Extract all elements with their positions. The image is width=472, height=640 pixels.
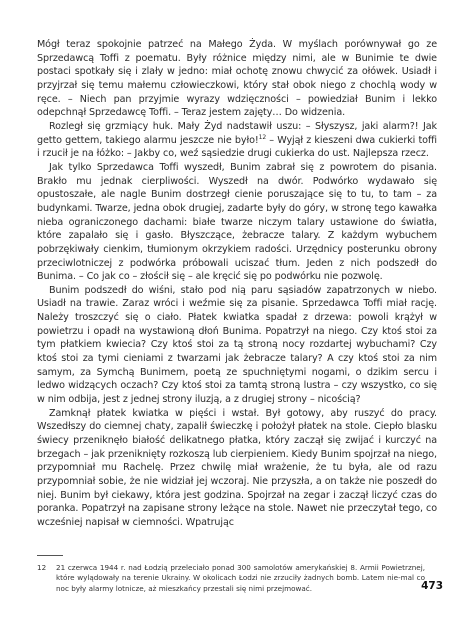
paragraph-text: Rozległ się grzmiący huk. Mały Żyd nadstawił uszu: – Słyszysz, jaki alarm?! Jak getto gettem, takiego alarmu jeszcze nie było! xyxy=(37,120,437,146)
page-number: 473 xyxy=(421,580,443,592)
body-text xyxy=(37,38,437,530)
paragraph: Bunim podszedł do wiśni, stało pod nią paru sąsiadów zapatrzonych w niebo. Usiadł na trawie. Zaraz wróci i weźmie się za pisanie. Sprzedawca Toffi miał rację. Należy troszczyć się o ciało. Płatek kwiatka spadał z drzewa: powoli krążył w powietrzu i opadł na wystawioną dłoń Bunima. Popatrzył na niego. Czy ktoś stoi za tym płatkiem kwiecia? Czy ktoś stoi za tą stroną nocy rozdartej wybuchami? Czy ktoś stoi za tymi cieniami z twarzami jak żebracze talary? A czy ktoś stoi za nim samym, za Symchą Bunimem, poetą ze spuchniętymi nogami, o dzikim sercu i ledwo widzących oczach? Czy ktoś stoi za tamtą stroną lustra – czy wszystko, co się w nim odbija, jest z jednej strony iluzją, a z drugiej strony – nicością? xyxy=(37,284,437,406)
footnote xyxy=(37,563,425,594)
paragraph: Jak tylko Sprzedawca Toffi wyszedł, Bunim zabrał się z powrotem do pisania. Brakło mu jednak cierpliwości. Wyszedł na dwór. Podwórko wydawało się opustoszałe, ale nagle Bunim dostrzegł cienie poruszające się to tu, to tam – za budynkami. Twarze, jedna obok drugiej, zadarte były do góry, w stronę tego kawałka nieba ograniczonego dachami: białe twarze niczym talary ustawione do światła, które zapalało się i gasło. Błyszczące, żebracze talary. Z każdym wybuchem pobrzękiwały cienkim, tłumionym okrzykiem radości. Urzędnicy posterunku obrony przeciwlotniczej z podwórka próbowali uciszać tłum. Jeden z nich podszedł do Bunima. – Co jak co – złościł się – ale kręcić się po podwórku nie pozwolę. xyxy=(37,161,437,283)
footnote-text: 21 czerwca 1944 r. nad Łodzią przeleciało ponad 300 samolotów amerykańskiej 8. Armii Powietrznej, które wylądowały na terenie Ukrainy. W okolicach Łodzi nie zrzuciły żadnych bomb. Latem nie-mal co noc były alarmy lotnicze, aż mieszkańcy przestali się nimi przejmować. xyxy=(56,563,425,593)
footnote-divider xyxy=(37,555,63,556)
footnote-reference[interactable]: 12 xyxy=(258,133,267,141)
paragraph xyxy=(37,120,437,161)
footnote-number: 12 xyxy=(37,563,47,572)
paragraph: Zamknął płatek kwiatka w pięści i wstał. Był gotowy, aby ruszyć do pracy. Wszedłszy do ciemnej chaty, zapalił świeczkę i położył płatek na stole. Ciepło blasku świecy przeniknęło białość delikatnego płatka, który zaczął się zwijać i kurczyć na brzegach – jak przeniknięty rozkoszą lub cierpieniem. Kiedy Bunim spojrzał na niego, przypomniał mu Rachelę. Przez chwilę miał wrażenie, że tu była, ale od razu przypomniał sobie, że nie widział jej wczoraj. Nie przyszła, a on także nie poszedł do niej. Bunim był ciekawy, która jest godzina. Spojrzał na zegar i zaczął liczyć czas do poranka. Popatrzył na zapisane strony leżące na stole. Nawet nie przeczytał tego, co wcześniej napisał w ciemności. Wpatrując xyxy=(37,407,437,528)
paragraph: Mógł teraz spokojnie patrzeć na Małego Żyda. W myślach porównywał go ze Sprzedawcą Toffi z poematu. Były różnice między nimi, ale w Bunimie te dwie postaci spotkały się i zlały w jedno: miał ochotę znowu chwycić za ołówek. Usiadł i przyjrzał się temu małemu człowieczkowi, który stał obok niego z chochlą wody w ręce. – Niech pan przyjmie wyrazy wdzięczności – powiedział Bunim i lekko odepchnął Sprzedawcę Toffi. – Teraz jestem zajęty… Do widzenia. xyxy=(37,39,437,119)
paragraph-text: – Wyjął z kieszeni dwa cukierki toffi i rzucił je na łóżko: – Jakby co, weź sąsiedzie drugi cukierka do ust. Najlepsza rzecz. xyxy=(37,134,438,160)
